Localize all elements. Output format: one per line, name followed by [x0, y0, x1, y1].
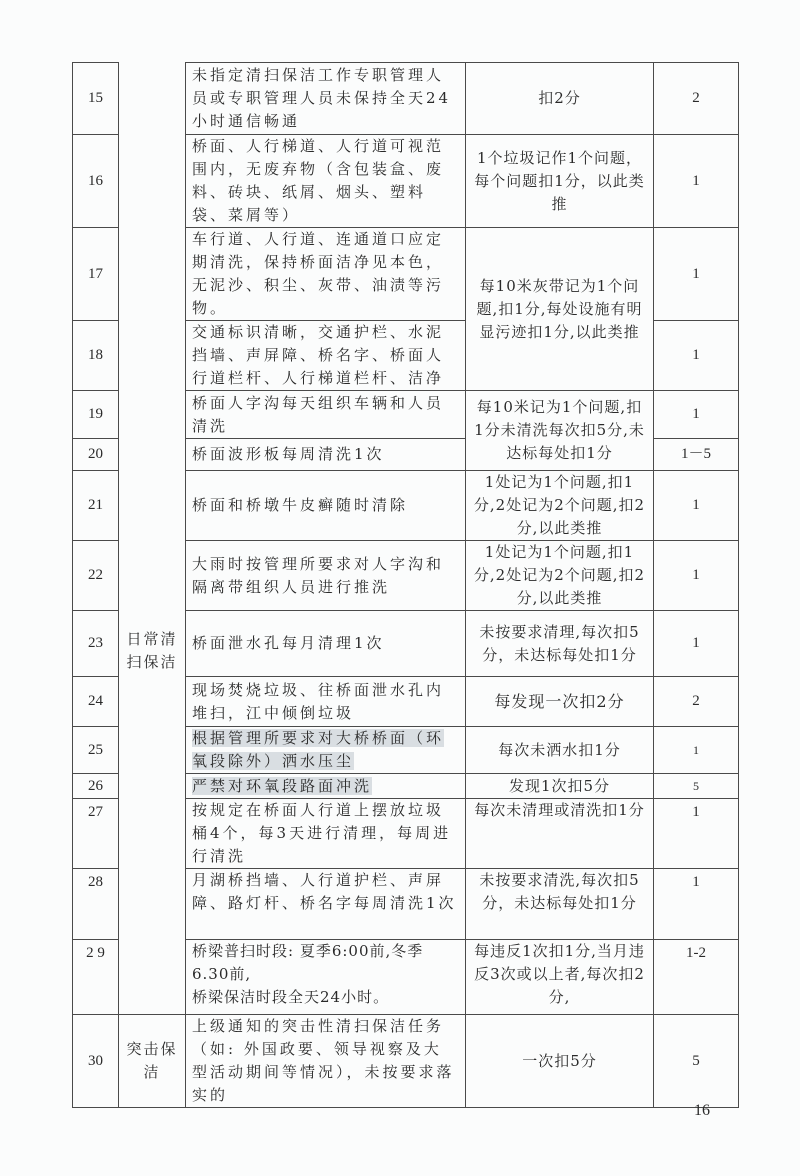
points: 1 [654, 611, 739, 677]
points: 1 [654, 541, 739, 611]
row-number: 17 [73, 228, 119, 321]
row-number: 30 [73, 1015, 119, 1108]
row-number: 21 [73, 471, 119, 541]
deduction-rule: 未按要求清理,每次扣5分，未达标每处扣1分 [466, 611, 654, 677]
points: 1 [654, 135, 739, 228]
row-number: 19 [73, 391, 119, 439]
deduction-rule: 每次未洒水扣1分 [466, 727, 654, 774]
item-description: 未指定清扫保洁工作专职管理人员或专职管理人员未保持全天24小时通信畅通 [186, 63, 466, 135]
row-number: 16 [73, 135, 119, 228]
item-description: 根据管理所要求对大桥桥面（环氧段除外）洒水压尘 [186, 727, 466, 774]
item-description: 车行道、人行道、连通道口应定期清洗，保持桥面洁净见本色，无泥沙、积尘、灰带、油渍等污物。 [186, 228, 466, 321]
points: 1 [654, 727, 739, 774]
row-number: 25 [73, 727, 119, 774]
points: 1－5 [654, 439, 739, 471]
row-number: 23 [73, 611, 119, 677]
row-number: 2 9 [73, 940, 119, 1015]
deduction-rule: 扣2分 [466, 63, 654, 135]
item-description: 桥梁普扫时段: 夏季6:00前,冬季6.30前, 桥梁保洁时段全天24小时。 [186, 940, 466, 1015]
deduction-rule: 每违反1次扣1分,当月违反3次或以上者,每次扣2分, [466, 940, 654, 1015]
deduction-rule: 每次未清理或清洗扣1分 [466, 799, 654, 869]
points: 1 [654, 228, 739, 321]
points: 2 [654, 63, 739, 135]
item-description: 交通标识清晰，交通护栏、水泥挡墙、声屏障、桥名字、桥面人行道栏杆、人行梯道栏杆、洁净 [186, 321, 466, 391]
deduction-rule: 每10米记为1个问题,扣1分未清洗每次扣5分,未达标每处扣1分 [466, 391, 654, 471]
points: 1 [654, 869, 739, 940]
item-description: 按规定在桥面人行道上摆放垃圾桶4个，每3天进行清理，每周进行清洗 [186, 799, 466, 869]
item-description: 桥面波形板每周清洗1次 [186, 439, 466, 471]
page-number: 16 [694, 1102, 710, 1119]
item-description: 桥面和桥墩牛皮癣随时清除 [186, 471, 466, 541]
row-number: 15 [73, 63, 119, 135]
row-number: 27 [73, 799, 119, 869]
item-description: 上级通知的突击性清扫保洁任务（如: 外国政要、领导视察及大型活动期间等情况），未按要求落实的 [186, 1015, 466, 1108]
deduction-rule: 一次扣5分 [466, 1015, 654, 1108]
item-description: 严禁对环氧段路面冲洗 [186, 774, 466, 799]
scoring-table [72, 62, 739, 1108]
deduction-rule: 每10米灰带记为1个问题,扣1分,每处设施有明显污迹扣1分,以此类推 [466, 228, 654, 391]
deduction-rule: 每发现一次扣2分 [466, 677, 654, 727]
item-description: 桥面泄水孔每月清理1次 [186, 611, 466, 677]
item-description: 现场焚烧垃圾、往桥面泄水孔内堆扫，江中倾倒垃圾 [186, 677, 466, 727]
row-number: 24 [73, 677, 119, 727]
points: 2 [654, 677, 739, 727]
deduction-rule: 1个垃圾记作1个问题，每个问题扣1分，以此类推 [466, 135, 654, 228]
points: 1 [654, 391, 739, 439]
points: 1 [654, 321, 739, 391]
row-number: 26 [73, 774, 119, 799]
points: 1 [654, 471, 739, 541]
item-description: 大雨时按管理所要求对人字沟和隔离带组织人员进行推洗 [186, 541, 466, 611]
deduction-rule: 未按要求清洗,每次扣5分，未达标每处扣1分 [466, 869, 654, 940]
deduction-rule: 1处记为1个问题,扣1分,2处记为2个问题,扣2分,以此类推 [466, 471, 654, 541]
points: 1-2 [654, 940, 739, 1015]
row-number: 22 [73, 541, 119, 611]
points: 1 [654, 799, 739, 869]
item-description: 桥面人字沟每天组织车辆和人员清洗 [186, 391, 466, 439]
row-number: 18 [73, 321, 119, 391]
item-description: 桥面、人行梯道、人行道可视范围内，无废弃物（含包装盒、废料、砖块、纸屑、烟头、塑料袋、菜屑等） [186, 135, 466, 228]
table-row [73, 1015, 739, 1108]
category-daily-cleaning: 日常清扫保洁 [119, 63, 186, 1015]
deduction-rule: 1处记为1个问题,扣1分,2处记为2个问题,扣2分,以此类推 [466, 541, 654, 611]
points: 5 [654, 1015, 739, 1108]
row-number: 28 [73, 869, 119, 940]
points: 5 [654, 774, 739, 799]
table-row [73, 63, 739, 135]
item-description: 月湖桥挡墙、人行道护栏、声屏障、路灯杆、桥名字每周清洗1次 [186, 869, 466, 940]
category-emergency-cleaning: 突击保洁 [119, 1015, 186, 1108]
row-number: 20 [73, 439, 119, 471]
deduction-rule: 发现1次扣5分 [466, 774, 654, 799]
